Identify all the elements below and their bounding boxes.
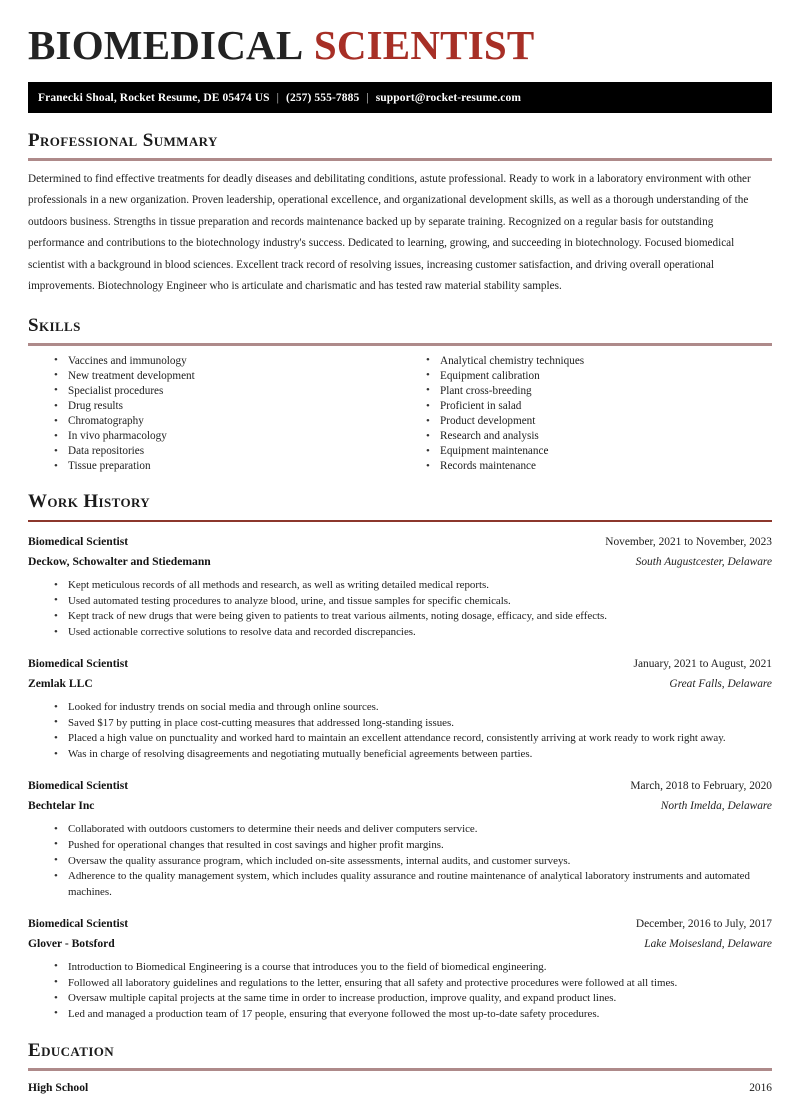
skills-column-right [400,354,772,475]
list-item: • Equipment maintenance [426,444,772,459]
job-dates: January, 2021 to August, 2021 [633,657,772,670]
job-location: Lake Moisesland, Delaware [644,938,772,951]
section-title-skills: Skills [28,314,81,336]
section-skills [28,316,772,474]
summary-text: Determined to find effective treatments for deadly diseases and debilitating conditions, astute professional. Ready to work in a laboratory environment with other professionals in a new organization. Proven leadership, operational excellence, and organizational development skills, as well as a thorough understanding of the outdoors business. Strengths in tissue preparation and records maintenance backed up by separate training. Recognized on a regular basis for outstanding performance and contributions to the biotechnology industry's success. Dedicated to learning, growing, and succeeding in biotechnology. Focused biomedical scientist with a background in blood sciences. Excellent track record of resolving issues, increasing customer satisfaction, and driving overall operational improvements. Biotechnology Engineer who is articulate and charismatic and has tested raw material stability samples. [28,172,751,293]
list-item: • Used actionable corrective solutions to resolve data and recorded discrepancies. [54,625,772,641]
list-item: • Product development [426,414,772,429]
job-dates: November, 2021 to November, 2023 [605,535,772,548]
list-item: • New treatment development [54,369,400,384]
skills-column-left [28,354,400,475]
job-company: Zemlak LLC [28,677,93,691]
education-year: 2016 [749,1081,772,1094]
section-title-education: Education [28,1039,115,1061]
contact-separator-1: | [276,91,280,104]
job-header-row [28,914,772,935]
section-education [28,1041,772,1097]
section-divider-skills [28,343,772,346]
list-item: • Kept track of new drugs that were being given to patients to treat various ailments, noting dosage, efficacy, and side effects. [54,609,772,625]
job-entry [28,776,772,901]
job-location: Great Falls, Delaware [669,678,772,691]
page-title [28,0,772,67]
contact-address: Franecki Shoal, Rocket Resume, DE 05474 US [38,91,270,104]
list-item: • Adherence to the quality management system, which includes quality assurance and routine maintenance of analytical laboratory instruments and automated machines. [54,869,772,900]
section-divider-summary [28,158,772,161]
job-entry [28,532,772,641]
job-header-row [28,776,772,797]
job-header-row [28,654,772,675]
job-dates: March, 2018 to February, 2020 [630,779,772,792]
list-item: • Oversaw the quality assurance program, which included on-site assessments, internal audits, and customer surveys. [54,854,772,870]
list-item: • Oversaw multiple capital projects at the same time in order to increase production, improve quality, and expand product lines. [54,991,772,1007]
job-bullet-list [28,822,772,901]
job-company: Deckow, Schowalter and Stiedemann [28,555,211,569]
list-item: • Research and analysis [426,429,772,444]
list-item: • In vivo pharmacology [54,429,400,444]
list-item: • Equipment calibration [426,369,772,384]
name-first: BIOMEDICAL [28,22,304,68]
list-item: • Kept meticulous records of all methods and research, as well as writing detailed medical reports. [54,578,772,594]
list-item: • Tissue preparation [54,459,400,474]
job-header-row [28,532,772,553]
list-item: • Proficient in salad [426,399,772,414]
list-item: • Analytical chemistry techniques [426,354,772,369]
job-subheader-row [28,674,772,695]
list-item: • Placed a high value on punctuality and worked hard to maintain an excellent attendance record, consistently arriving at work ready to work right away. [54,731,772,747]
name-last: SCIENTIST [313,22,535,68]
job-entry [28,914,772,1023]
section-divider-work-history [28,520,772,522]
list-item: • Introduction to Biomedical Engineering is a course that introduces you to the field of biomedical engineering. [54,960,772,976]
education-entry [28,1079,772,1097]
section-work-history [28,492,772,1022]
list-item: • Vaccines and immunology [54,354,400,369]
section-title-summary: Professional Summary [28,130,218,152]
list-item: • Saved $17 by putting in place cost-cutting measures that addressed long-standing issues. [54,716,772,732]
skills-list-left [28,354,400,475]
job-dates: December, 2016 to July, 2017 [635,917,772,930]
job-company: Glover - Botsford [28,937,115,951]
skills-list-right [400,354,772,475]
job-bullet-list [28,700,772,763]
skills-columns [28,354,772,475]
list-item: • Specialist procedures [54,384,400,399]
job-title: Biomedical Scientist [28,534,129,548]
list-item: • Pushed for operational changes that resulted in cost savings and higher profit margins. [54,838,772,854]
job-subheader-row [28,796,772,817]
job-bullet-list [28,578,772,641]
list-item: • Was in charge of resolving disagreements and negotiating mutually beneficial agreements between parties. [54,747,772,763]
job-bullet-list [28,960,772,1023]
list-item: • Data repositories [54,444,400,459]
contact-separator-2: | [366,91,369,104]
list-item: • Collaborated with outdoors customers to determine their needs and deliver computers service. [54,822,772,838]
job-subheader-row [28,934,772,955]
job-title: Biomedical Scientist [28,656,129,670]
contact-bar [28,82,772,113]
section-title-work-history: Work History [28,491,151,513]
list-item: • Used automated testing procedures to analyze blood, urine, and tissue samples for specific chemicals. [54,594,772,610]
job-title: Biomedical Scientist [28,916,129,930]
contact-email[interactable]: support@rocket-resume.com [375,91,522,104]
contact-phone[interactable]: (257) 555-7885 [286,91,360,104]
list-item: • Records maintenance [426,459,772,474]
job-location: South Augustcester, Delaware [635,556,772,569]
list-item: • Looked for industry trends on social media and through online sources. [54,700,772,716]
list-item: • Led and managed a production team of 17 people, ensuring that everyone followed the most up-to-date safety procedures. [54,1007,772,1023]
section-professional-summary [28,131,772,298]
section-divider-education [28,1068,772,1071]
job-company: Bechtelar Inc [28,799,95,813]
job-entry [28,654,772,763]
education-school: High School [28,1080,89,1094]
list-item: • Followed all laboratory guidelines and regulations to the letter, ensuring that all safety and protective procedures were followed at all times. [54,976,772,992]
list-item: • Drug results [54,399,400,414]
job-title: Biomedical Scientist [28,778,129,792]
list-item: • Plant cross-breeding [426,384,772,399]
job-subheader-row [28,552,772,573]
job-location: North Imelda, Delaware [660,800,772,813]
list-item: • Chromatography [54,414,400,429]
